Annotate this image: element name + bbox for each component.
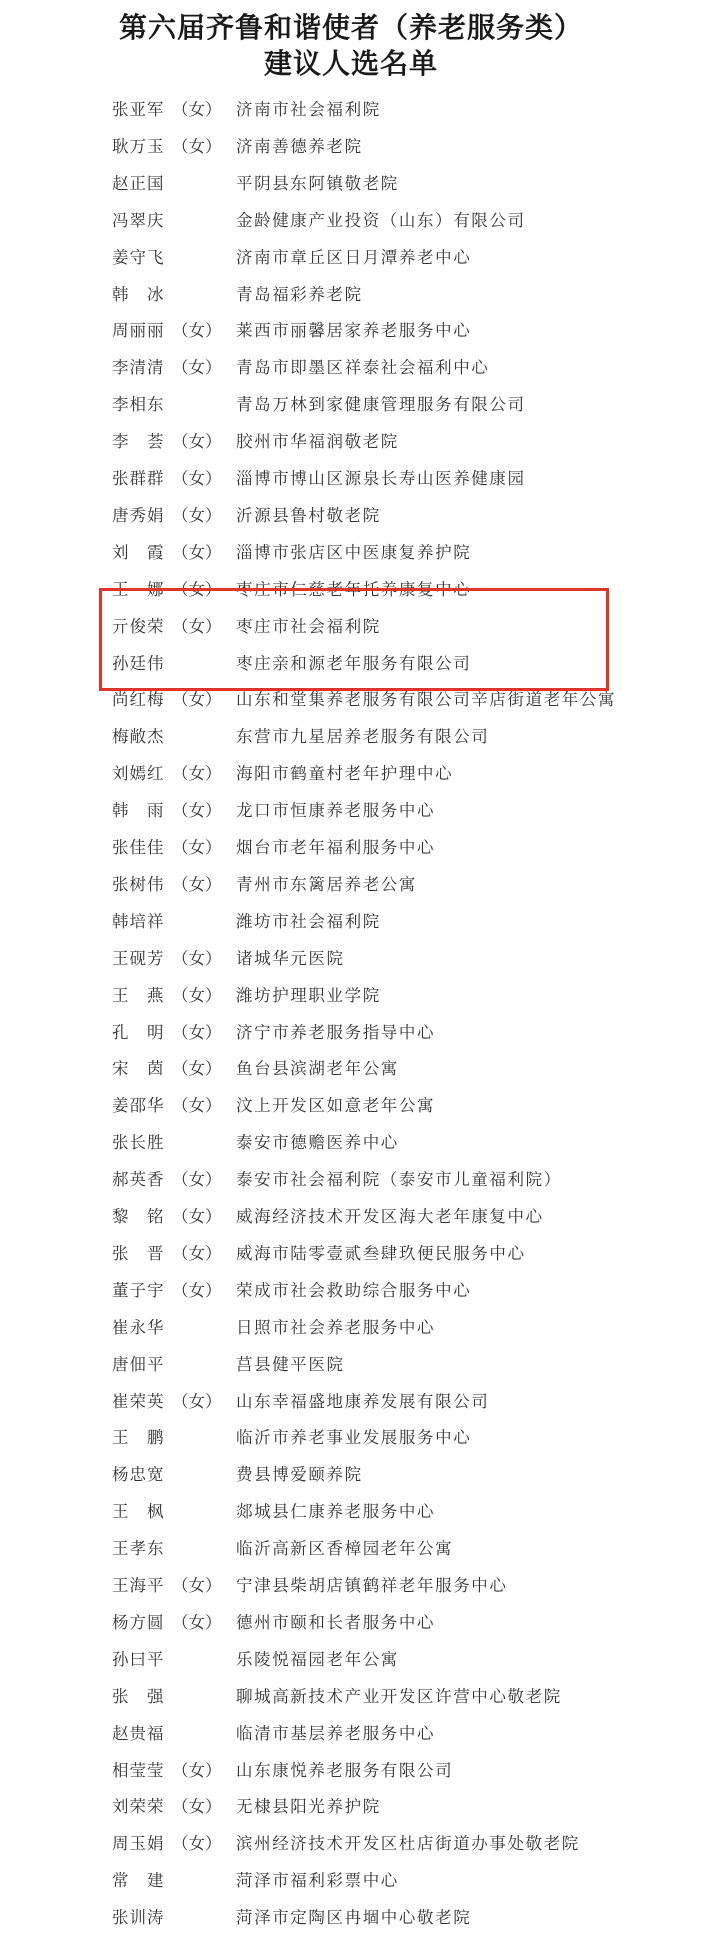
candidate-name: 刘荣荣 xyxy=(112,1797,165,1817)
candidate-gender: （女） xyxy=(172,1170,222,1190)
document-subtitle: 建议人选名单 xyxy=(263,47,438,80)
highlight-box xyxy=(99,588,609,691)
list-item xyxy=(0,129,702,165)
candidate-name: 王砚芳 xyxy=(112,948,165,968)
candidate-organization: 淄博市张店区中医康复养护院 xyxy=(236,542,472,562)
candidate-organization: 临沂市养老事业发展服务中心 xyxy=(236,1428,472,1448)
list-item xyxy=(0,1015,702,1051)
candidate-name: 张佳佳 xyxy=(112,838,165,857)
candidate-gender: （女） xyxy=(172,1797,222,1817)
candidate-name: 宋 茵 xyxy=(112,1059,165,1079)
candidate-organization: 德州市颐和长者服务中心 xyxy=(236,1612,436,1632)
list-item xyxy=(0,166,702,202)
candidate-name: 唐秀娟 xyxy=(112,505,165,525)
candidate-name: 相莹莹 xyxy=(112,1760,165,1780)
candidate-gender: （女） xyxy=(172,1022,222,1042)
list-item xyxy=(0,941,702,977)
candidate-name: 郝英香 xyxy=(112,1170,165,1190)
list-item xyxy=(0,1088,702,1124)
candidate-gender: （女） xyxy=(172,985,222,1005)
candidate-organization: 山东和堂集养老服务有限公司辛店街道老年公寓 xyxy=(236,690,617,710)
candidate-organization: 枣庄亲和源老年服务有限公司 xyxy=(236,653,472,673)
candidate-organization: 滨州经济技术开发区杜店街道办事处敬老院 xyxy=(236,1834,580,1854)
candidate-organization: 济南市章丘区日月潭养老中心 xyxy=(236,247,472,267)
list-item xyxy=(0,424,702,460)
candidate-organization: 汶上开发区如意老年公寓 xyxy=(236,1096,436,1116)
list-item xyxy=(0,1236,702,1272)
candidate-organization: 宁津县柴胡店镇鹤祥老年服务中心 xyxy=(236,1576,508,1595)
list-item xyxy=(0,793,702,829)
list-item xyxy=(0,350,702,386)
candidate-name: 刘 霞 xyxy=(112,542,165,562)
candidate-organization: 临沂高新区香樟园老年公寓 xyxy=(236,1539,454,1559)
candidate-name: 姜邵华 xyxy=(112,1096,165,1116)
list-item xyxy=(0,1273,702,1309)
candidate-name: 常 建 xyxy=(112,1871,165,1891)
candidate-organization: 胶州市华福润敬老院 xyxy=(236,432,399,452)
candidate-name: 赵贵福 xyxy=(112,1723,165,1743)
candidate-name: 张群群 xyxy=(112,469,165,488)
candidate-organization: 青岛万林到家健康管理服务有限公司 xyxy=(236,395,526,415)
candidate-gender: （女） xyxy=(172,100,222,119)
candidate-gender: （女） xyxy=(172,801,222,821)
candidate-name: 韩 冰 xyxy=(112,284,165,304)
candidate-name: 周丽丽 xyxy=(112,321,165,341)
candidate-organization: 枣庄市仁慈老年托养康复中心 xyxy=(236,579,472,599)
candidate-organization: 菏泽市定陶区冉堌中心敬老院 xyxy=(236,1908,472,1928)
list-item xyxy=(0,1125,702,1161)
candidate-name: 张长胜 xyxy=(112,1133,165,1153)
candidate-organization: 费县博爱颐养院 xyxy=(236,1465,363,1485)
list-item xyxy=(0,240,702,276)
candidate-gender: （女） xyxy=(172,1280,222,1300)
candidate-organization: 日照市社会养老服务中心 xyxy=(236,1317,436,1337)
list-item xyxy=(0,1900,702,1936)
candidate-organization: 莱西市丽馨居家养老服务中心 xyxy=(236,321,472,341)
candidate-name: 姜守飞 xyxy=(112,247,165,267)
candidate-organization: 山东康悦养老服务有限公司 xyxy=(236,1760,454,1780)
list-item xyxy=(0,1716,702,1752)
candidate-gender: （女） xyxy=(172,1760,222,1780)
candidate-name: 崔荣英 xyxy=(112,1391,165,1411)
candidate-name: 黎 铭 xyxy=(112,1207,165,1226)
list-item xyxy=(0,1310,702,1346)
list-item xyxy=(0,1605,702,1641)
candidate-name: 周玉娟 xyxy=(112,1834,165,1854)
candidate-organization: 青岛市即墨区祥泰社会福利中心 xyxy=(236,358,490,378)
candidate-name: 孙廷伟 xyxy=(112,653,165,673)
list-item xyxy=(0,387,702,423)
list-item xyxy=(0,1199,702,1235)
candidate-gender: （女） xyxy=(172,838,222,857)
candidate-organization: 临清市基层养老服务中心 xyxy=(236,1723,436,1743)
candidate-name: 冯翠庆 xyxy=(112,210,165,230)
candidate-organization: 潍坊护理职业学院 xyxy=(236,985,381,1005)
candidate-gender: （女） xyxy=(172,1391,222,1411)
list-item xyxy=(0,313,702,349)
candidate-organization: 山东幸福盛地康养发展有限公司 xyxy=(236,1391,490,1411)
list-item xyxy=(0,1826,702,1862)
candidate-gender: （女） xyxy=(172,1096,222,1116)
list-item xyxy=(0,92,702,128)
candidate-name: 杨方圆 xyxy=(112,1612,165,1632)
list-item xyxy=(0,756,702,792)
candidate-gender: （女） xyxy=(172,690,222,710)
candidate-name: 李相东 xyxy=(112,395,165,415)
candidate-name: 梅敞杰 xyxy=(112,727,165,747)
candidate-name: 孙曰平 xyxy=(112,1649,165,1669)
list-item xyxy=(0,1347,702,1383)
candidate-organization: 济南市社会福利院 xyxy=(236,100,381,119)
list-item xyxy=(0,1384,702,1420)
candidate-name: 耿万玉 xyxy=(112,136,165,156)
candidate-organization: 海阳市鹤童村老年护理中心 xyxy=(236,764,454,784)
document-title: 第六届齐鲁和谐使者（养老服务类） xyxy=(118,11,583,44)
candidate-organization: 潍坊市社会福利院 xyxy=(236,911,381,931)
candidate-name: 刘嫣红 xyxy=(112,764,165,784)
candidate-name: 王 娜 xyxy=(112,579,165,599)
list-item xyxy=(0,1051,702,1087)
candidate-name: 李清清 xyxy=(112,358,165,378)
candidate-name: 孔 明 xyxy=(112,1022,165,1042)
candidate-name: 赵正国 xyxy=(112,173,165,193)
list-item xyxy=(0,1531,702,1567)
list-item xyxy=(0,1568,702,1604)
candidate-organization: 郯城县仁康养老服务中心 xyxy=(236,1502,436,1522)
candidate-organization: 沂源县鲁村敬老院 xyxy=(236,505,381,525)
list-item xyxy=(0,719,702,755)
candidate-name: 张 强 xyxy=(112,1686,165,1706)
candidate-gender: （女） xyxy=(172,505,222,525)
candidate-gender: （女） xyxy=(172,469,222,488)
candidate-name: 王 燕 xyxy=(112,985,165,1005)
candidate-organization: 烟台市老年福利服务中心 xyxy=(236,838,436,857)
candidate-organization: 金龄健康产业投资（山东）有限公司 xyxy=(236,210,526,230)
candidate-organization: 荣成市社会救助综合服务中心 xyxy=(236,1280,472,1300)
candidate-name: 王 枫 xyxy=(112,1502,165,1522)
list-item xyxy=(0,1642,702,1678)
candidate-name: 崔永华 xyxy=(112,1317,165,1337)
list-item xyxy=(0,1162,702,1198)
candidate-name: 杨忠宽 xyxy=(112,1465,165,1485)
candidate-name: 张训涛 xyxy=(112,1908,165,1928)
candidate-organization: 莒县健平医院 xyxy=(236,1354,345,1374)
list-item xyxy=(0,1679,702,1715)
candidate-gender: （女） xyxy=(172,1834,222,1854)
candidate-gender: （女） xyxy=(172,1612,222,1632)
list-item xyxy=(0,830,702,866)
candidate-organization: 淄博市博山区源泉长寿山医养健康园 xyxy=(236,469,526,488)
candidate-organization: 威海经济技术开发区海大老年康复中心 xyxy=(236,1207,544,1226)
candidate-name: 张亚军 xyxy=(112,100,165,119)
list-item xyxy=(0,461,702,497)
list-item xyxy=(0,277,702,313)
candidate-organization: 诸城华元医院 xyxy=(236,948,345,968)
candidate-name: 唐佃平 xyxy=(112,1354,165,1374)
candidate-organization: 无棣县阳光养护院 xyxy=(236,1797,381,1817)
candidate-gender: （女） xyxy=(172,1243,222,1263)
candidate-organization: 菏泽市福利彩票中心 xyxy=(236,1871,399,1891)
list-item xyxy=(0,1863,702,1899)
candidate-organization: 威海市陆零壹贰叁肆玖便民服务中心 xyxy=(236,1243,526,1263)
candidate-gender: （女） xyxy=(172,874,222,894)
candidate-name: 王孝东 xyxy=(112,1539,165,1559)
candidate-organization: 泰安市德赡医养中心 xyxy=(236,1133,399,1153)
candidate-gender: （女） xyxy=(172,136,222,156)
list-item xyxy=(0,1420,702,1456)
candidate-gender: （女） xyxy=(172,321,222,341)
candidate-name: 李 荟 xyxy=(112,432,165,452)
candidate-name: 董子宇 xyxy=(112,1280,165,1300)
list-item xyxy=(0,498,702,534)
candidate-organization: 济南善德养老院 xyxy=(236,136,363,156)
candidate-organization: 平阴县东阿镇敬老院 xyxy=(236,173,399,193)
candidate-organization: 青岛福彩养老院 xyxy=(236,284,363,304)
list-item xyxy=(0,867,702,903)
candidate-name: 王海平 xyxy=(112,1576,165,1595)
candidate-organization: 东营市九星居养老服务有限公司 xyxy=(236,727,490,747)
candidate-name: 王 鹏 xyxy=(112,1428,165,1448)
candidate-gender: （女） xyxy=(172,764,222,784)
list-item xyxy=(0,535,702,571)
list-item xyxy=(0,904,702,940)
candidate-name: 尚红梅 xyxy=(112,690,165,710)
candidate-name: 张树伟 xyxy=(112,874,165,894)
candidate-gender: （女） xyxy=(172,1207,222,1226)
candidate-name: 韩培祥 xyxy=(112,911,165,931)
candidate-gender: （女） xyxy=(172,579,222,599)
candidate-gender: （女） xyxy=(172,616,222,636)
candidate-organization: 泰安市社会福利院（泰安市儿童福利院） xyxy=(236,1170,562,1190)
candidate-organization: 枣庄市社会福利院 xyxy=(236,616,381,636)
candidate-name: 韩 雨 xyxy=(112,801,165,821)
candidate-gender: （女） xyxy=(172,1576,222,1595)
candidate-organization: 龙口市恒康养老服务中心 xyxy=(236,801,436,821)
list-item xyxy=(0,1494,702,1530)
candidate-name: 亓俊荣 xyxy=(112,616,165,636)
list-item xyxy=(0,1457,702,1493)
candidate-gender: （女） xyxy=(172,542,222,562)
candidate-organization: 聊城高新技术产业开发区许营中心敬老院 xyxy=(236,1686,562,1706)
candidate-gender: （女） xyxy=(172,358,222,378)
candidate-organization: 青州市东篱居养老公寓 xyxy=(236,874,417,894)
list-item xyxy=(0,1789,702,1825)
candidate-organization: 鱼台县滨湖老年公寓 xyxy=(236,1059,399,1079)
candidate-gender: （女） xyxy=(172,948,222,968)
list-item xyxy=(0,203,702,239)
candidate-organization: 济宁市养老服务指导中心 xyxy=(236,1022,436,1042)
candidate-gender: （女） xyxy=(172,1059,222,1079)
list-item xyxy=(0,1753,702,1789)
candidate-organization: 乐陵悦福园老年公寓 xyxy=(236,1649,399,1669)
list-item xyxy=(0,978,702,1014)
candidate-gender: （女） xyxy=(172,432,222,452)
candidate-name: 张 晋 xyxy=(112,1243,165,1263)
